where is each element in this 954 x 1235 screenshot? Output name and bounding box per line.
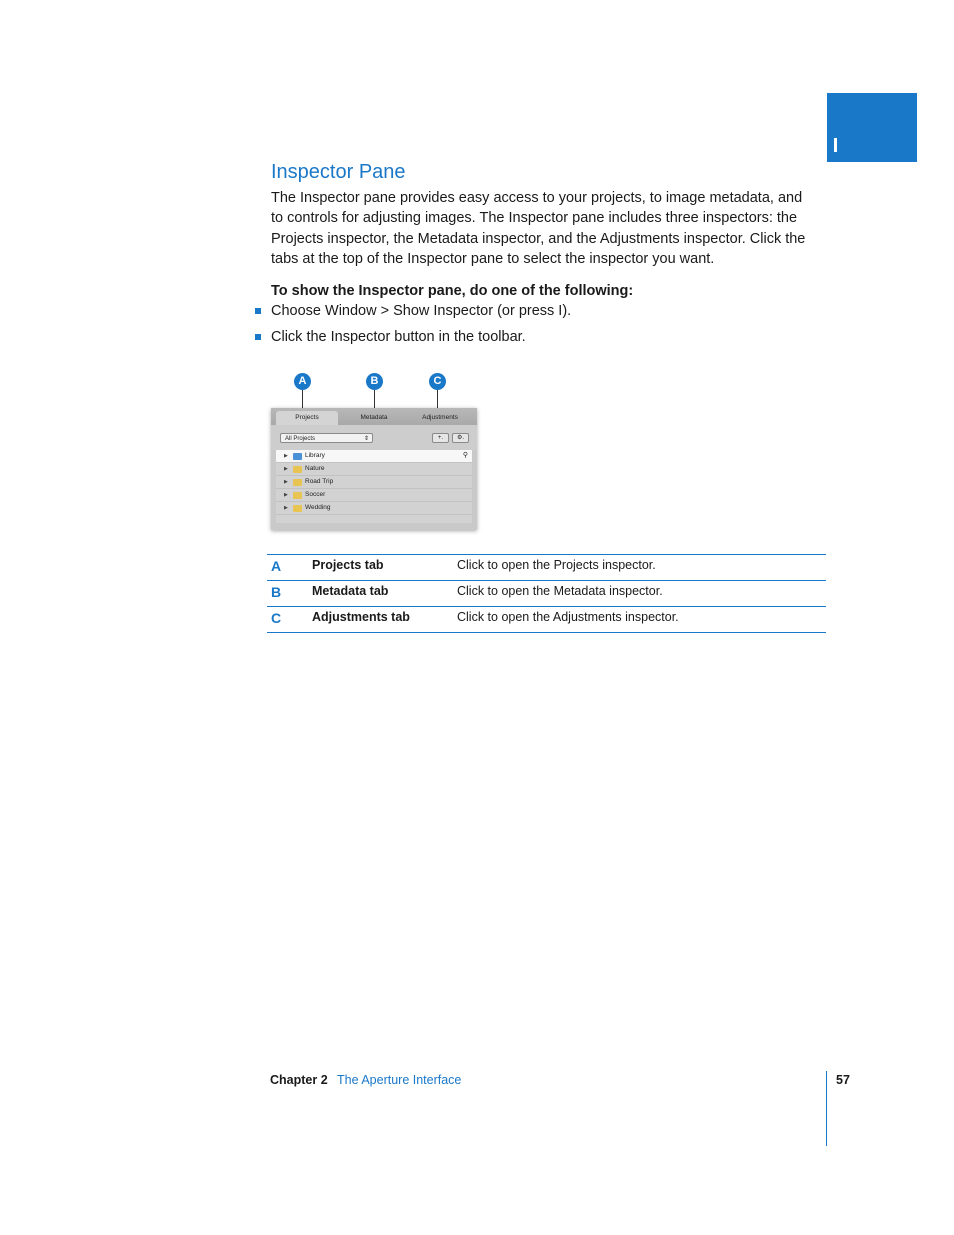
table-row-name: Adjustments tab	[312, 610, 410, 624]
table-row-description: Click to open the Adjustments inspector.	[457, 610, 679, 624]
bullet-item	[271, 303, 571, 319]
inspector-tab-bar	[271, 408, 477, 425]
folder-icon	[293, 492, 302, 499]
projects-popup-label: All Projects	[285, 436, 316, 442]
callout-table	[267, 554, 826, 633]
disclosure-triangle-icon[interactable]: ▶	[284, 453, 288, 459]
list-item[interactable]	[276, 489, 472, 502]
list-item[interactable]	[276, 502, 472, 515]
bullet-icon	[255, 334, 261, 340]
list-item[interactable]	[276, 463, 472, 476]
folder-icon	[293, 479, 302, 486]
chapter-tab	[827, 93, 917, 162]
action-gear-button[interactable]: ⚙.	[452, 433, 469, 443]
table-row	[267, 606, 826, 633]
list-item-label: Soccer	[305, 491, 326, 498]
disclosure-triangle-icon[interactable]: ▶	[284, 492, 288, 498]
folder-icon	[293, 466, 302, 473]
tab-metadata[interactable]: Metadata	[360, 414, 388, 421]
list-item-label: Road Trip	[305, 478, 334, 485]
popup-arrows-icon: ⇕	[363, 436, 369, 442]
tab-projects[interactable]: Projects	[276, 411, 338, 425]
inspector-pane-figure	[271, 408, 477, 530]
footer-chapter: Chapter 2	[270, 1073, 328, 1087]
intro-paragraph: The Inspector pane provides easy access to your projects, to image metadata, and to controls for adjusting images. The Inspector pane includes three inspectors: the Projects inspector, the Metadata inspector, and the Adjustments inspector. Click the tabs at the top of the Inspector pane to select the inspector you want.	[271, 190, 806, 268]
footer-chapter-title: The Aperture Interface	[337, 1073, 462, 1087]
callout-a: A	[294, 373, 311, 390]
table-row-name: Metadata tab	[312, 584, 389, 598]
disclosure-triangle-icon[interactable]: ▶	[284, 466, 288, 472]
section-title: Inspector Pane	[271, 161, 406, 183]
table-row-letter: A	[271, 558, 282, 574]
list-item-label: Wedding	[305, 504, 331, 511]
disclosure-triangle-icon[interactable]: ▶	[284, 505, 288, 511]
projects-list	[276, 450, 472, 523]
list-item-label: Nature	[305, 465, 325, 472]
table-row-name: Projects tab	[312, 558, 384, 572]
inspector-toolbar	[271, 425, 477, 450]
bullet-text: Click the Inspector button in the toolbar.	[271, 329, 526, 345]
table-row	[267, 554, 826, 580]
list-item[interactable]	[276, 476, 472, 489]
footer-divider	[826, 1071, 827, 1146]
projects-popup[interactable]	[280, 433, 373, 443]
folder-icon	[293, 505, 302, 512]
table-row	[267, 580, 826, 606]
list-item-label: Library	[305, 452, 325, 459]
table-row-description: Click to open the Metadata inspector.	[457, 584, 663, 598]
table-row-letter: C	[271, 610, 282, 626]
disclosure-triangle-icon[interactable]: ▶	[284, 479, 288, 485]
tab-adjustments[interactable]: Adjustments	[422, 414, 458, 421]
chapter-tab-mark	[834, 138, 837, 152]
library-icon	[293, 453, 302, 460]
bullet-item	[271, 329, 526, 345]
callout-b: B	[366, 373, 383, 390]
bullet-icon	[255, 308, 261, 314]
add-button[interactable]: +.	[432, 433, 449, 443]
table-row-description: Click to open the Projects inspector.	[457, 558, 656, 572]
table-row-letter: B	[271, 584, 282, 600]
instruction-lead: To show the Inspector pane, do one of the following:	[271, 283, 634, 299]
page-number: 57	[836, 1073, 850, 1087]
search-icon[interactable]: ⚲	[462, 452, 468, 459]
list-item[interactable]	[276, 450, 472, 463]
callout-c: C	[429, 373, 446, 390]
bullet-text: Choose Window > Show Inspector (or press I).	[271, 303, 572, 319]
